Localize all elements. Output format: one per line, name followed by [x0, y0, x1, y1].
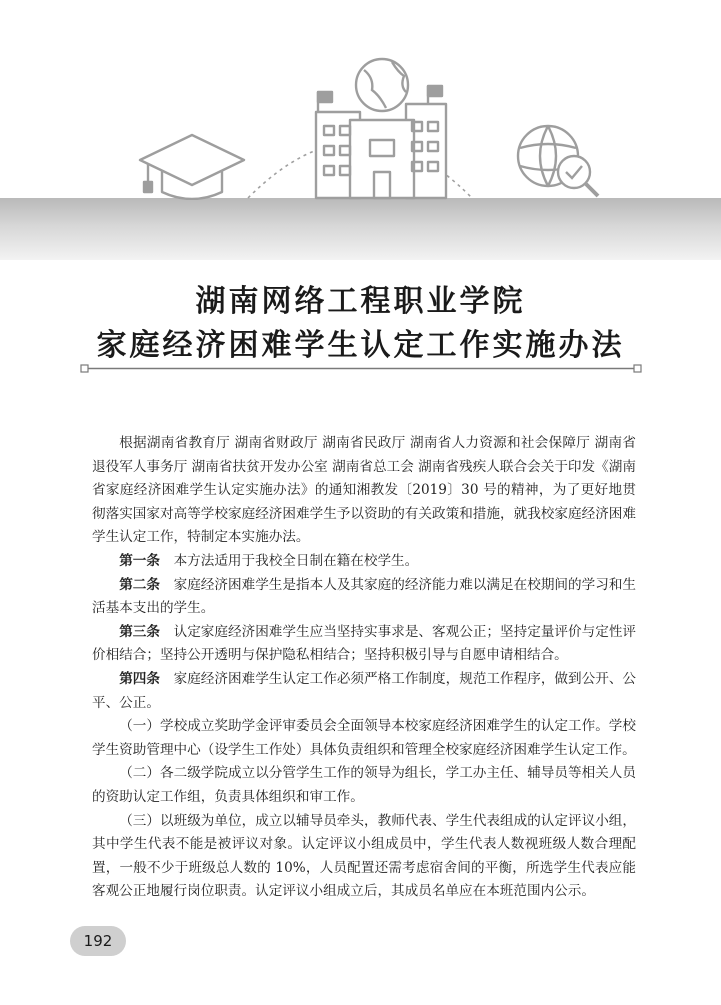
article-text: 家庭经济困难学生认定工作必须严格工作制度，规范工作程序，做到公开、公平、公正。 [92, 670, 637, 711]
title-line-2: 家庭经济困难学生认定工作实施办法 [96, 328, 625, 363]
item-2: （二）各二级学院成立以分管学生工作的领导为组长，学工办主任、辅导员等相关人员的资助认定工作组，负责具体组织和审工作。 [92, 765, 636, 805]
article-label: 第一条 [119, 552, 160, 569]
title-line-1: 湖南网络工程职业学院 [195, 284, 526, 319]
graduation-cap-icon [140, 135, 244, 199]
article-text: 本方法适用于我校全日制在籍在校学生。 [173, 552, 419, 569]
global-search-check-icon [518, 126, 598, 196]
document-body [92, 432, 636, 904]
article-3 [92, 621, 636, 668]
globe-icon [356, 59, 408, 111]
article-text: 家庭经济困难学生是指本人及其家庭的经济能力难以满足在校期间的学习和生活基本支出的学生。 [92, 576, 637, 617]
header-illustration [0, 0, 721, 200]
header-band [0, 198, 721, 260]
item-3: （三）以班级为单位，成立以辅导员牵头，教师代表、学生代表组成的认定评议小组，其中学生代表不能是被评议对象。认定评议小组成员中，学生代表人数视班级人数合理配置，一般不少于班级总人数的 10%，人员配置还需考虑宿舍间的平衡，所选学生代表应能客观公正地履行岗位职责。认定评议小组成立后，其成员名单应在本班范围内公示。 [92, 812, 636, 900]
article-text: 认定家庭经济困难学生应当坚持实事求是、客观公正；坚持定量评价与定性评价相结合；坚持公开透明与保护隐私相结合；坚持积极引导与自愿申请相结合。 [92, 623, 637, 664]
item-1: （一）学校成立奖助学金评审委员会全面领导本校家庭经济困难学生的认定工作。学校学生资助管理中心（设学生工作处）具体负责组织和管理全校家庭经济困难学生认定工作。 [92, 718, 636, 758]
article-4 [92, 668, 636, 715]
intro-paragraph: 根据湖南省教育厅 湖南省财政厅 湖南省民政厅 湖南省人力资源和社会保障厅 湖南省退役军人事务厅 湖南省扶贫开发办公室 湖南省总工会 湖南省残疾人联合会关于印发《湖南省家庭经济困难学生认定实施办法》的通知湘教发〔2019〕30 号的精神，为了更好地贯彻落实国家对高等学校家庭经济困难学生予以资助的有关政策和措施，就我校家庭经济困难学生认定工作，特制定本实施办法。 [92, 435, 636, 546]
title-underline [80, 364, 642, 374]
article-1 [92, 550, 636, 574]
article-2 [92, 574, 636, 621]
document-title [0, 280, 721, 368]
article-label: 第二条 [119, 576, 160, 593]
page-number: 192 [83, 932, 113, 950]
article-label: 第四条 [119, 670, 160, 687]
article-label: 第三条 [119, 623, 160, 640]
